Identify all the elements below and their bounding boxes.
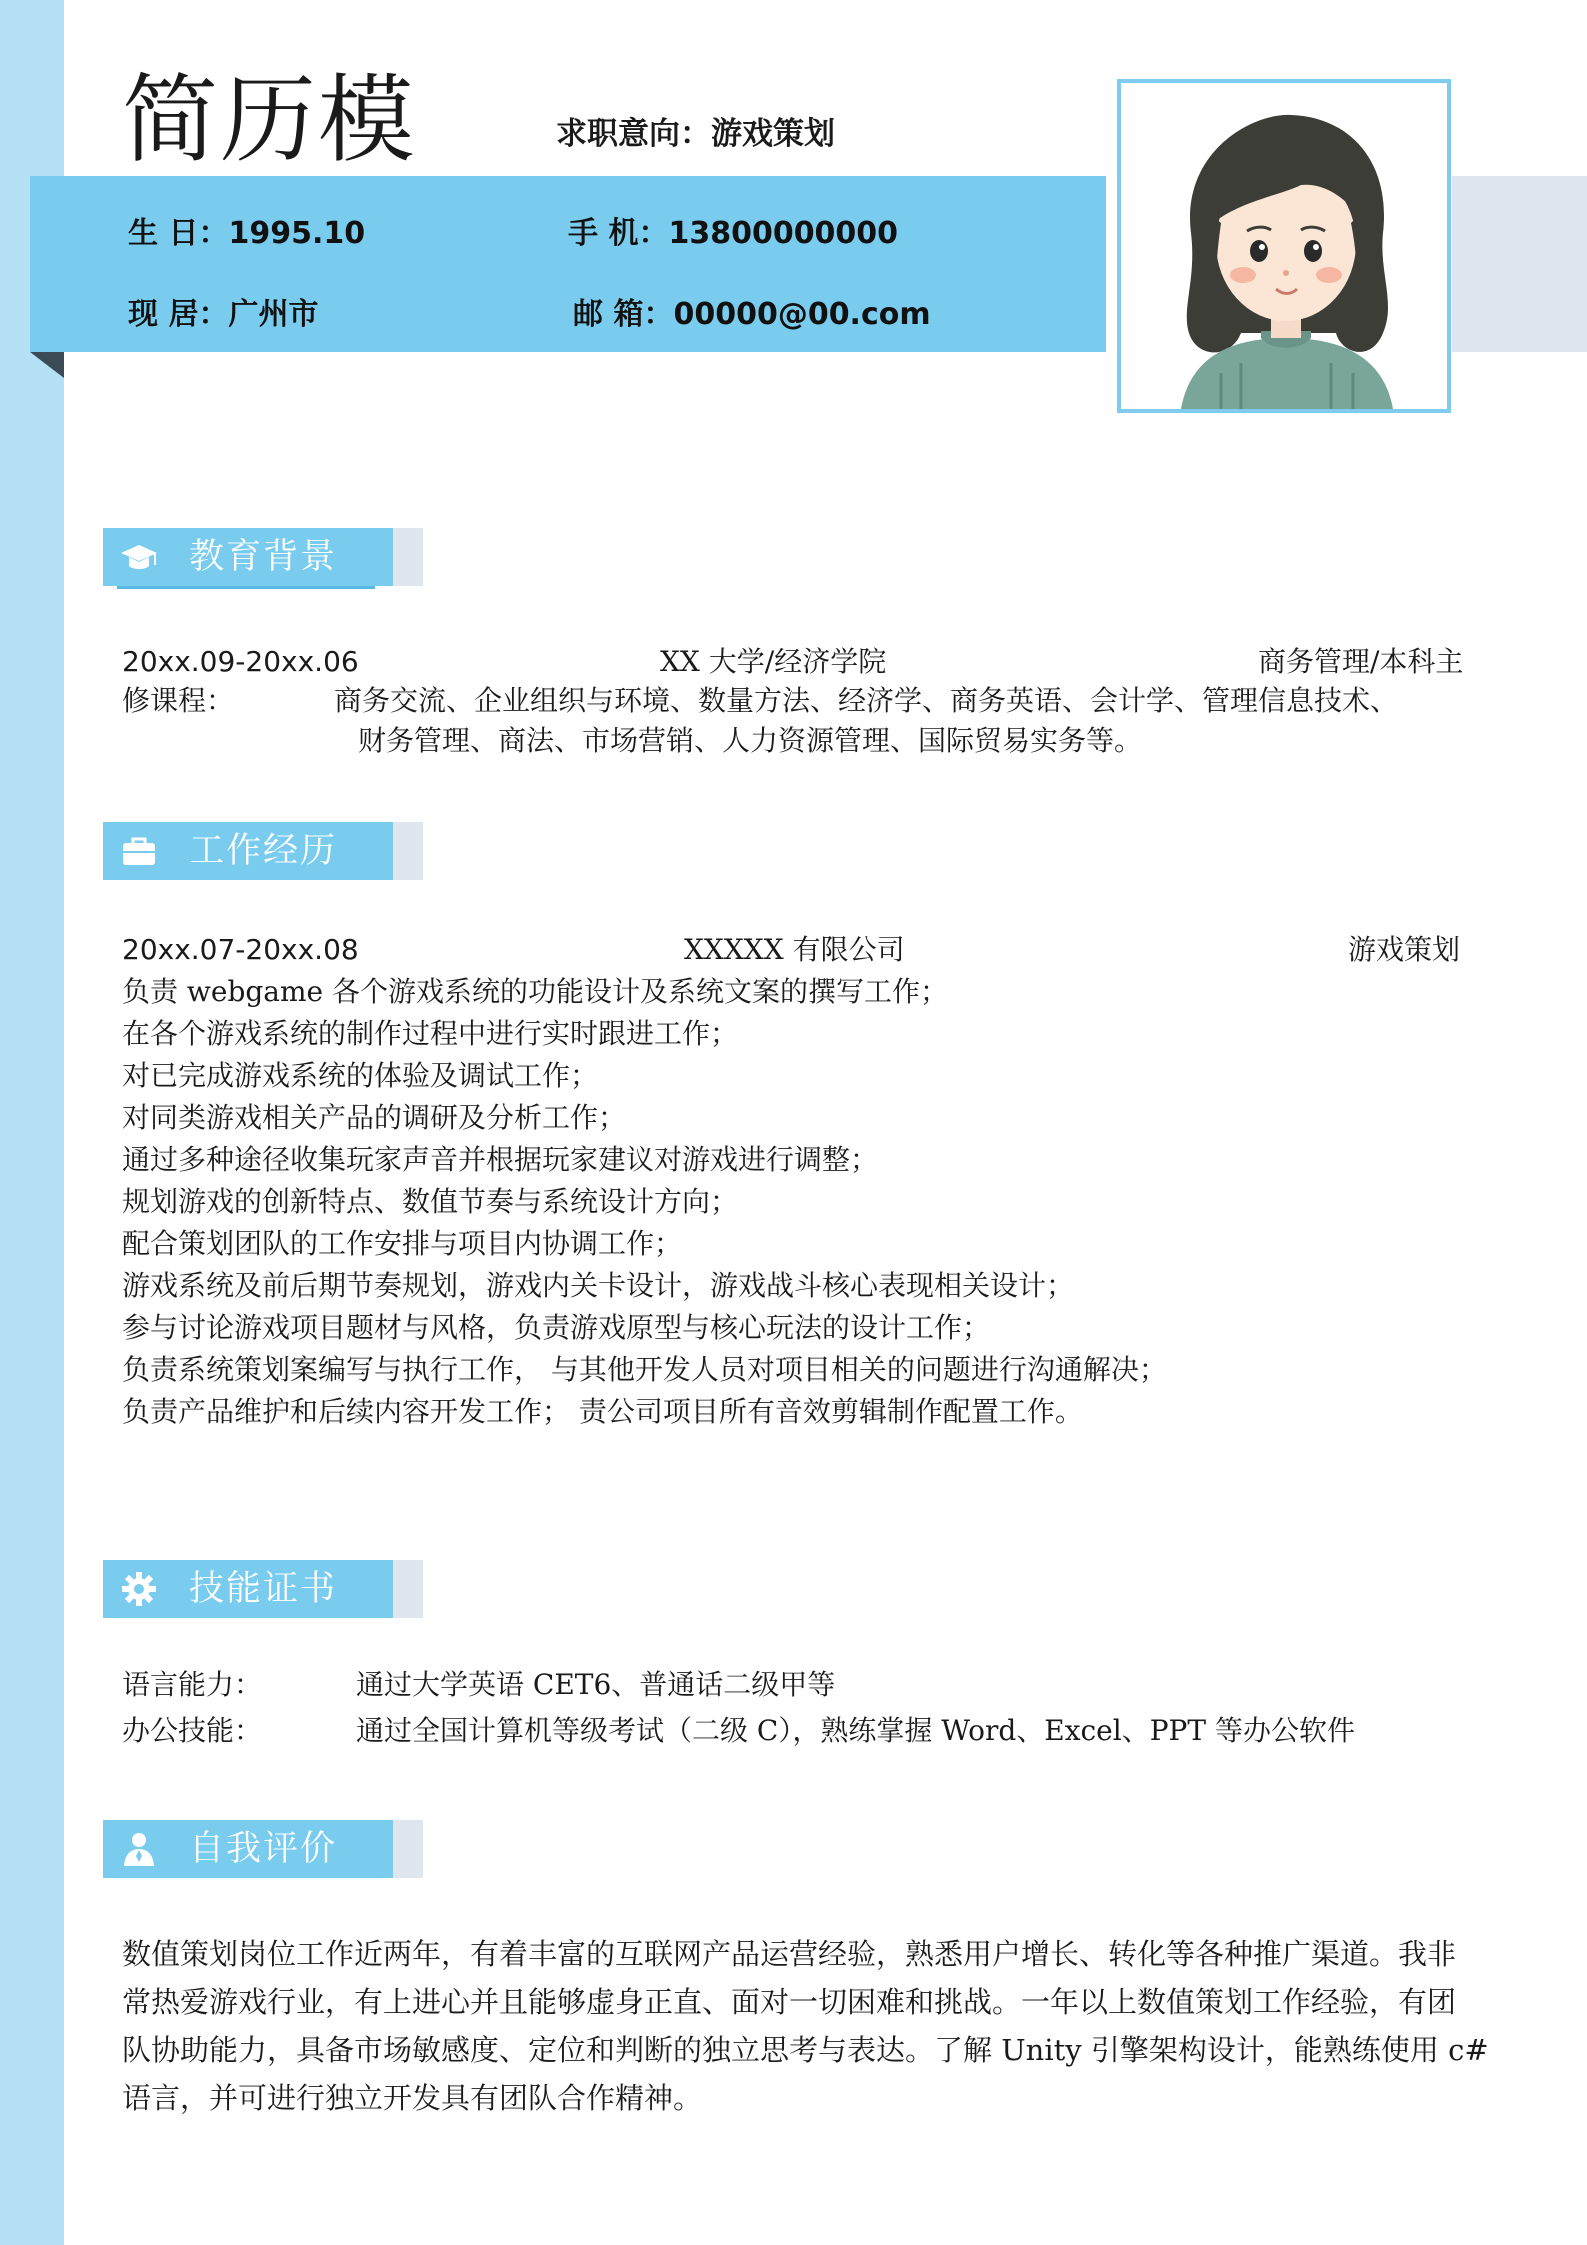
language-value: 通过大学英语 CET6、普通话二级甲等	[356, 1668, 836, 1701]
section-title-work: 工作经历	[189, 831, 338, 871]
section-title-education: 教育背景	[189, 537, 338, 577]
duty-item: 负责产品维护和后续内容开发工作； 责公司项目所有音效剪辑制作配置工作。	[122, 1395, 1083, 1428]
self-evaluation-line: 常热爱游戏行业，有上进心并且能够虚身正直、面对一切困难和挑战。一年以上数值策划工作经验，有团	[122, 1985, 1457, 2019]
office-value: 通过全国计算机等级考试（二级 C），熟练掌握 Word、Excel、PPT 等办公软件	[356, 1714, 1355, 1747]
education-major: 商务管理/本科主	[1258, 645, 1464, 678]
section-title-skills: 技能证书	[189, 1569, 338, 1609]
office-label: 办公技能：	[122, 1714, 263, 1747]
self-evaluation-paragraph	[122, 1930, 1489, 2122]
duty-item: 对同类游戏相关产品的调研及分析工作；	[122, 1101, 627, 1134]
profile-photo	[1117, 79, 1451, 413]
duty-item: 负责系统策划案编写与执行工作， 与其他开发人员对项目相关的问题进行沟通解决；	[122, 1353, 1167, 1386]
avatar-illustration	[1121, 83, 1447, 409]
courses-line-1: 商务交流、企业组织与环境、数量方法、经济学、商务英语、会计学、管理信息技术、	[334, 684, 1399, 717]
person-icon	[119, 1829, 159, 1869]
band-fold-corner	[30, 352, 64, 378]
duty-item: 在各个游戏系统的制作过程中进行实时跟进工作；	[122, 1017, 739, 1050]
section-title-self: 自我评价	[189, 1829, 338, 1869]
self-evaluation-line: 队协助能力，具备市场敏感度、定位和判断的独立思考与表达。了解 Unity 引擎架构设计，能熟练使用 c#	[122, 2033, 1489, 2067]
work-position: 游戏策划	[1348, 933, 1461, 966]
briefcase-icon	[119, 831, 159, 871]
self-evaluation-line: 语言，并可进行独立开发具有团队合作精神。	[122, 2081, 703, 2115]
duty-item: 参与讨论游戏项目题材与风格，负责游戏原型与核心玩法的设计工作；	[122, 1311, 991, 1344]
work-company: XXXXX 有限公司	[684, 933, 905, 966]
section-header-skills	[103, 1560, 423, 1622]
duty-item: 游戏系统及前后期节奏规划，游戏内关卡设计，游戏战斗核心表现相关设计；	[122, 1269, 1075, 1302]
section-header-self	[103, 1820, 423, 1882]
self-evaluation-line: 数值策划岗位工作近两年，有着丰富的互联网产品运营经验，熟悉用户增长、转化等各种推广渠道。我非	[122, 1937, 1457, 1971]
gear-icon	[119, 1569, 159, 1609]
courses-line-2: 财务管理、商法、市场营销、人力资源管理、国际贸易实务等。	[358, 724, 1143, 757]
section-header-work	[103, 822, 423, 884]
birth-date: 生 日：1995.10	[128, 216, 366, 251]
job-objective: 求职意向：游戏策划	[556, 116, 835, 152]
section-header-education	[103, 528, 423, 590]
education-school: XX 大学/经济学院	[660, 645, 887, 678]
gray-band	[1452, 176, 1587, 352]
resume-title: 简历模	[122, 64, 416, 176]
courses-label: 修课程：	[122, 684, 235, 717]
duty-item: 配合策划团队的工作安排与项目内协调工作；	[122, 1227, 683, 1260]
residence: 现 居：广州市	[128, 297, 319, 332]
duty-item: 负责 webgame 各个游戏系统的功能设计及系统文案的撰写工作；	[122, 975, 949, 1008]
email: 邮 箱：00000@00.com	[573, 297, 931, 332]
graduation-cap-icon	[119, 537, 159, 577]
duty-item: 对已完成游戏系统的体验及调试工作；	[122, 1059, 599, 1092]
language-label: 语言能力：	[122, 1668, 263, 1701]
duty-item: 通过多种途径收集玩家声音并根据玩家建议对游戏进行调整；	[122, 1143, 879, 1176]
phone-number: 手 机：13800000000	[568, 216, 899, 251]
work-period: 20xx.07-20xx.08	[122, 933, 359, 966]
education-period: 20xx.09-20xx.06	[122, 645, 359, 678]
duty-item: 规划游戏的创新特点、数值节奏与系统设计方向；	[122, 1185, 739, 1218]
